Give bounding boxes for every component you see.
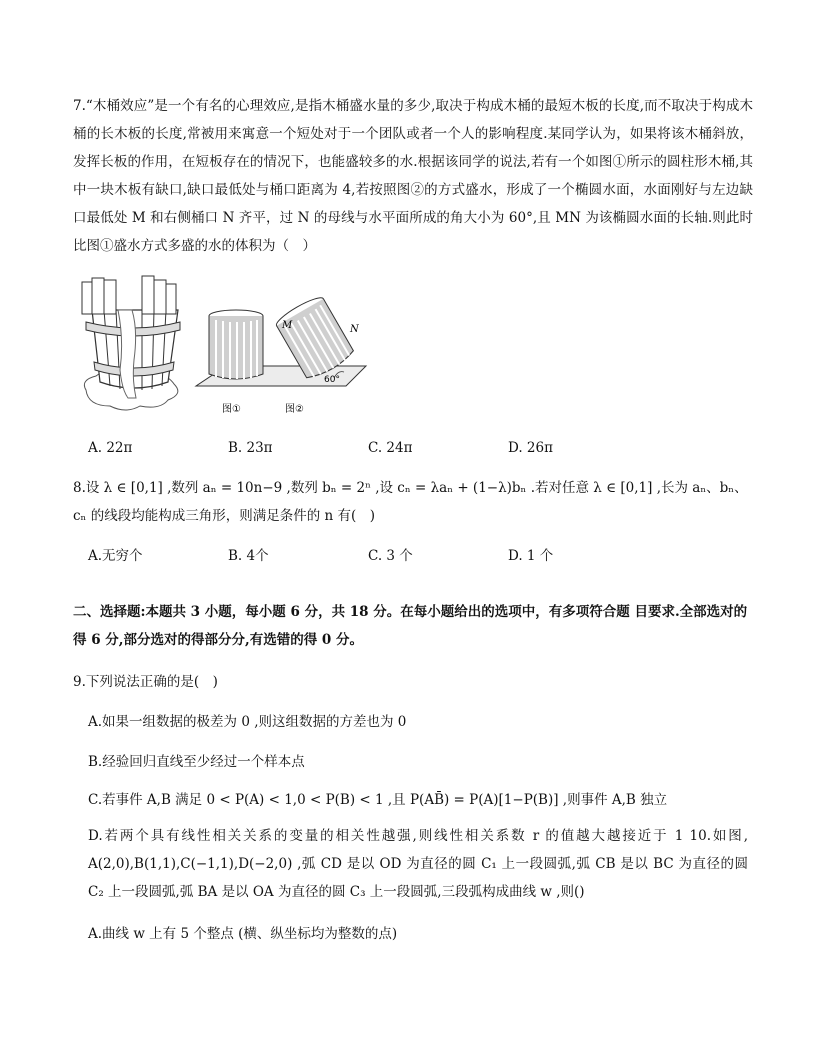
question-10-option-a: A.曲线 w 上有 5 个整点 (横、纵坐标均为整数的点): [88, 926, 398, 942]
figure-label-m: M: [282, 320, 293, 331]
question-7-text: 7.“木桶效应”是一个有名的心理效应,是指木桶盛水量的多少,取决于构成木桶的最短木板的长度,而不取决于构成木桶的长木板的长度,常被用来寓意一个短处对于一个团队或者一个人的影响程度.某同学认为，如果将该木桶斜放，发挥长板的作用，在短板存在的情况下，也能盛较多的水.根据该同学的说法,若有一个如图①所示的圆柱形木桶,其中一块木板有缺口,缺口最低处与桶口距离为 4,若按照图②的方式盛水，形成了一个椭圆水面，水面刚好与左边缺口最低处 M 和右侧桶口 N 齐平，过 N 的母线与水平面所成的角大小为 60°,且 MN 为该椭圆水面的长轴.则此时比图①盛水方式多盛的水的体积为（ ）: [73, 98, 753, 254]
question-9-stem: 9.下列说法正确的是( ): [73, 674, 218, 690]
question-9-option-a: A.如果一组数据的极差为 0 ,则这组数据的方差也为 0: [88, 714, 407, 730]
q8-option-d: D. 1 个: [508, 548, 554, 564]
question-9-option-b: B.经验回归直线至少经过一个样本点: [88, 754, 305, 770]
q7-option-c: C. 24π: [368, 440, 413, 456]
figure-caption-1: 图①: [222, 404, 241, 415]
q7-option-a: A. 22π: [88, 440, 133, 456]
figure-label-n: N: [350, 324, 359, 335]
question-8-text: 8.设 λ ∈ [0,1] ,数列 aₙ = 10n−9 ,数列 bₙ = 2ⁿ ,设 cₙ = λaₙ + (1−λ)bₙ .若对任意 λ ∈ [0,1] ,长为 aₙ、bₙ、cₙ 的线段均能构成三角形，则满足条件的 n 有( ): [73, 480, 748, 524]
q8-option-a: A.无穷个: [88, 548, 143, 564]
q8-option-c: C. 3 个: [368, 548, 413, 564]
figure-angle-label: 60°: [324, 375, 340, 385]
q8-option-b: B. 4个: [228, 548, 269, 564]
figure-caption-2: 图②: [285, 404, 304, 415]
q7-option-d: D. 26π: [508, 440, 553, 456]
section-2-heading: 二、选择题:本题共 3 小题，每小题 6 分，共 18 分。在每小题给出的选项中，有多项符合题 目要求.全部选对的得 6 分,部分选对的得部分分,有选错的得 0 分。: [73, 604, 748, 648]
q7-option-b: B. 23π: [228, 440, 273, 456]
question-9-option-c: C.若事件 A,B 满足 0 < P(A) < 1,0 < P(B) < 1 ,且 P(AB̄) = P(A)[1−P(B)] ,则事件 A,B 独立: [88, 792, 668, 808]
question-9-option-d: D.若两个具有线性相关关系的变量的相关性越强,则线性相关系数 r 的值越大越接近于 1 10.如图, A(2,0),B(1,1),C(−1,1),D(−2,0) ,弧 CD 是以 OD 为直径的圆 C₁ 上一段圆弧,弧 CB 是以 BC 为直径的圆 C₂ 上一段圆弧,弧 BA 是以 OA 为直径的圆 C₃ 上一段圆弧,三段弧构成曲线 w ,则(): [88, 828, 748, 900]
question-7-figure: [76, 270, 376, 420]
